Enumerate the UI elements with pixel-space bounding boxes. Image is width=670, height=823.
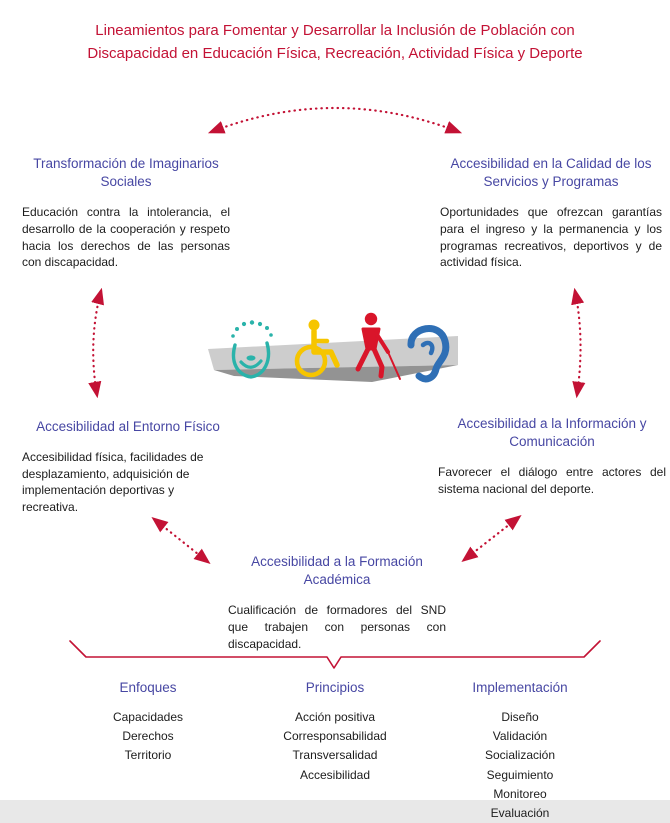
node-body: Accesibilidad física, facilidades de desplazamiento, adquisición de implementación deportivas y recreativa. <box>22 450 204 514</box>
list-item: Seguimiento <box>486 767 554 782</box>
left-diagonal-double-arrow <box>142 508 222 572</box>
column-item-list <box>255 708 415 785</box>
column-item-list <box>78 708 218 766</box>
column-item-list <box>435 708 605 823</box>
list-item: Transversalidad <box>292 748 378 763</box>
column-enfoques <box>78 680 218 766</box>
list-item: Accesibilidad <box>299 767 371 782</box>
list-item: Monitoreo <box>493 786 547 801</box>
column-heading: Principios <box>305 680 365 695</box>
list-item: Validación <box>492 729 548 744</box>
node-informacion-comunicacion <box>438 415 666 498</box>
node-heading: Transformación de Imaginarios Sociales <box>33 156 219 190</box>
node-heading: Accesibilidad a la Formación Académica <box>251 554 423 588</box>
node-body: Cualificación de formadores del SND que trabajen con personas con discapacidad. <box>228 603 446 651</box>
summary-brace <box>60 636 610 674</box>
list-item: Acción positiva <box>294 710 376 724</box>
list-item: Evaluación <box>490 805 550 820</box>
list-item: Socialización <box>484 748 556 763</box>
column-principios <box>255 680 415 785</box>
node-entorno-fisico <box>22 418 234 515</box>
node-body: Educación contra la intolerancia, el desarrollo de la cooperación y respeto hacia los derechos de las personas con discapacidad. <box>22 205 230 270</box>
node-transformacion-imaginarios <box>22 155 230 271</box>
list-item: Capacidades <box>112 710 184 724</box>
page-title: Lineamientos para Fomentar y Desarrollar la Inclusión de Población con Discapacidad en Educación Física, Recreación, Actividad Física y Deporte <box>87 22 583 62</box>
right-diagonal-double-arrow <box>452 506 532 570</box>
node-body: Favorecer el diálogo entre actores del sistema nacional del deporte. <box>438 465 666 496</box>
column-heading: Enfoques <box>119 680 177 695</box>
disability-icons-banner <box>208 303 458 395</box>
left-vertical-double-arrow <box>80 280 114 406</box>
node-heading: Accesibilidad en la Calidad de los Servicios y Programas <box>450 156 652 190</box>
list-item: Territorio <box>124 748 172 763</box>
node-heading: Accesibilidad al Entorno Físico <box>36 419 220 434</box>
column-implementacion <box>435 680 605 823</box>
node-calidad-servicios <box>440 155 662 271</box>
top-curved-double-arrow <box>195 96 475 142</box>
list-item: Derechos <box>122 729 174 744</box>
list-item: Corresponsabilidad <box>283 729 387 744</box>
node-body: Oportunidades que ofrezcan garantías para el ingreso y la permanencia y los programas recreativos, deportivos y de actividad física. <box>440 205 662 270</box>
node-heading: Accesibilidad a la Información y Comunicación <box>457 416 647 450</box>
right-vertical-double-arrow <box>560 280 594 406</box>
list-item: Diseño <box>501 710 539 724</box>
column-heading: Implementación <box>472 680 568 695</box>
